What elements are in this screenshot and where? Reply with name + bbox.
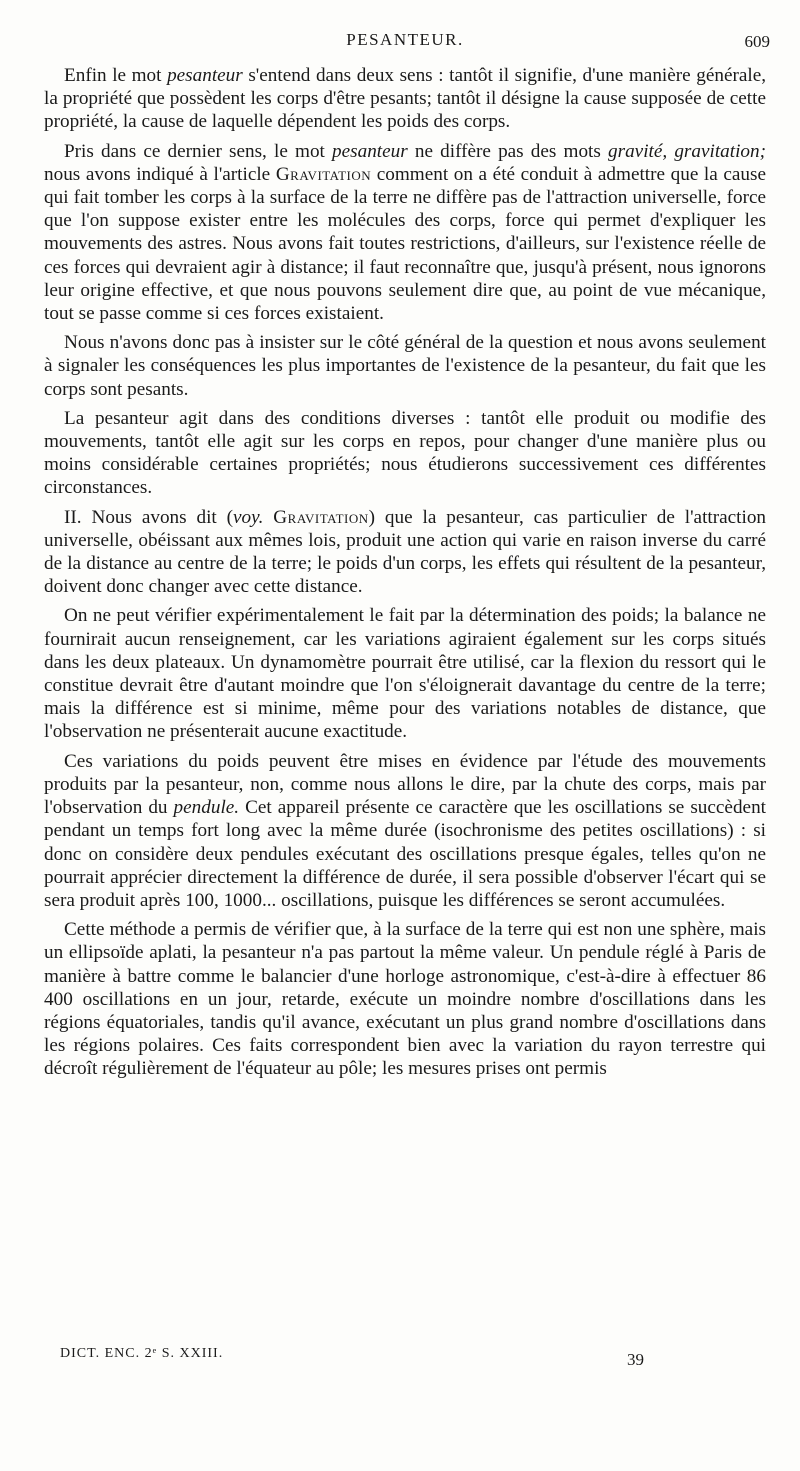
italic-run: pesanteur bbox=[167, 65, 243, 86]
text-run: Nous n'avons donc pas à insister sur le côté général de la question et nous avons seulement à signaler les conséquences les plus importantes de l'existence de la pesanteur, du fait que les corps sont pesants. bbox=[44, 332, 766, 400]
paragraph bbox=[44, 331, 766, 401]
signature-mark: DICT. ENC. 2ᵉ S. XXIII. bbox=[60, 1346, 224, 1361]
paragraph bbox=[44, 64, 766, 134]
text-run: ) que la pesanteur, cas particulier de l'attraction universelle, obéissant aux mêmes lois, produit une action qui varie en raison inverse du carré de la distance au centre de la terre; le poids d'un corps, les effets qui résultent de la pesanteur, doivent donc changer avec cette distance. bbox=[44, 506, 767, 598]
paragraph bbox=[44, 506, 766, 599]
paragraph bbox=[44, 407, 766, 500]
paragraph bbox=[44, 604, 766, 743]
text-run: Cette méthode a permis de vérifier que, à la surface de la terre qui est non une sphère, mais un ellipsoïde aplati, la pesanteur n'a pas partout la même valeur. Un pendule réglé à Paris de manière à battre comme le balancier d'une horloge astronomique, c'est-à-dire à effectuer 86 400 oscillations en un jour, retarde, exécute un moindre nombre d'oscillations dans les régions équatoriales, tandis qu'il avance, exécutant un plus grand nombre d'oscillations dans les régions polaires. Ces faits correspondent bien avec la variation du rayon terrestre qui décroît régulièrement de l'équateur au pôle; les mesures prises ont permis bbox=[44, 919, 766, 1080]
page-number: 609 bbox=[744, 32, 770, 51]
text-run: s'entend dans deux sens : tantôt il signifie, d'une manière générale, la propriété que possèdent les corps d'être pesants; tantôt il désigne la cause supposée de cette propriété, la cause de laquelle dépendent les poids des corps. bbox=[44, 65, 767, 133]
text-run: Cet appareil présente ce caractère que les oscillations se succèdent pendant un temps fort long avec la même durée (isochronisme des petites oscillations) : si donc on considère deux pendules exécutant des oscillations presque égales, telles qu'on ne pourrait apprécier directement la différence de durée, il sera possible d'observer l'écart qui se sera produit après 100, 1000... oscillations, puisque les différences se seront accumulées. bbox=[44, 797, 766, 911]
text-run: ne diffère pas des mots bbox=[407, 140, 609, 162]
text-run bbox=[263, 507, 273, 528]
sheet-number: 39 bbox=[627, 1350, 644, 1369]
italic-run: pesanteur bbox=[332, 140, 408, 162]
body-text bbox=[44, 64, 766, 1081]
text-run: Ces variations du poids peuvent être mises en évidence par l'étude des mouvements produits par la pesanteur, non, comme nous allons le dire, par la chute des corps, mais par l'observation du bbox=[44, 750, 766, 819]
text-run: On ne peut vérifier expérimentalement le fait par la détermination des poids; la balance ne fournirait aucun renseignement, car les variations agiraient également sur les corps situés dans les deux plateaux. Un dynamomètre pourrait être utilisé, car la flexion du ressort qui le constitue devrait être d'autant moindre que l'on s'éloignerait davantage du centre de la terre; mais la différence est si minime, même pour des variations notables de distance, que l'observation ne présenterait aucune exactitude. bbox=[44, 605, 766, 743]
text-run: nous avons indiqué à l'article bbox=[44, 163, 276, 185]
footer bbox=[60, 1346, 660, 1376]
italic-run: gravité, gravitation; bbox=[608, 140, 766, 162]
italic-run: pendule. bbox=[173, 797, 240, 819]
text-run: Pris dans ce dernier sens, le mot bbox=[64, 140, 333, 162]
paragraph bbox=[44, 140, 766, 326]
text-run: La pesanteur agit dans des conditions diverses : tantôt elle produit ou modifie des mouvements, tantôt elle agit sur les corps en repos, pour changer d'une manière plus ou moins considérable certaines propriétés; nous étudierons successivement ces différentes circonstances. bbox=[44, 407, 766, 499]
page-title: PESANTEUR. bbox=[346, 30, 464, 49]
italic-run: voy. bbox=[233, 506, 264, 528]
document-page bbox=[44, 0, 770, 1087]
running-header bbox=[44, 0, 770, 51]
text-run: comment on a été conduit à admettre que la cause qui fait tomber les corps à la surface de la terre ne diffère pas de l'attraction universelle, force que l'on suppose exister entre les molécules des corps, force qui permet d'expliquer les mouvements des astres. Nous avons fait toutes restrictions, d'ailleurs, sur l'existence réelle de ces forces qui devraient agir à distance; il faut reconnaître que, jusqu'à présent, nous ignorons leur origine effective, et que nous pouvons seulement dire que, au point de vue mécanique, tout se passe comme si ces forces existaient. bbox=[44, 163, 766, 325]
text-run: II. Nous avons dit ( bbox=[64, 506, 234, 528]
text-run: Enfin le mot bbox=[64, 65, 168, 86]
paragraph bbox=[44, 918, 766, 1080]
small-caps-run: Gravitation bbox=[273, 506, 369, 528]
small-caps-run: Gravitation bbox=[275, 163, 372, 185]
paragraph bbox=[44, 750, 766, 912]
